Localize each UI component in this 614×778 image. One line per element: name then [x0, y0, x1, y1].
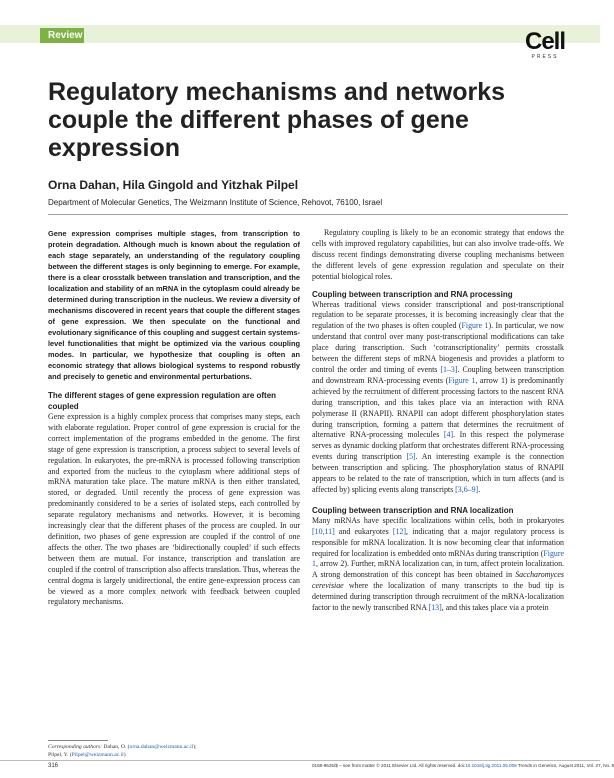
page-number: 316	[48, 763, 59, 769]
section-header-bar	[0, 25, 600, 43]
doi-link[interactable]: 10.1016/j.tig.2011.05.008	[465, 763, 517, 768]
figure-link[interactable]: Figure 1	[461, 321, 489, 331]
footnote-text: )	[123, 752, 126, 758]
citation-link[interactable]: [12]	[392, 526, 407, 536]
citation-link[interactable]: [4]	[443, 430, 454, 440]
logo-subtext: PRESS	[531, 54, 559, 60]
section-body-different-stages: Gene expression is a highly complex process that comprises many steps, each with elaborate regulation. Proper control of gene expression is crucial for the correct implementation of the programs embedded in the genome. The first stage of gene expression is transcription, a process subject to several levels of regulation. In eukaryotes, the pre-mRNA is processed following transcription and exported from the nucleus to the cytoplasm where additional steps of mRNA maturation take place. The mature mRNA is then either translated, stored, or degraded. Until recently the process of gene expression was predominantly considered to be a series of isolated steps, each controlled by separate regulatory mechanisms and networks. However, it is becoming increasingly clear that the different phases of the process are coupled. In our definition, two phases of gene expression are coupled if the control of one affects the other. The two phases are ‘bidirectionally coupled’ if such effects between them are mutual. For instance, transcription and translation are coupled if the control of transcription also affects translation. Thus, whereas the central dogma is largely unidirectional, the entire gene-expression process can be viewed as a more complex network with feedback between coupled regulatory mechanisms.	[48, 412, 300, 607]
text-run: Whereas traditional views consider transcriptional and post-transcriptional regulation to be separate processes, it is becoming increasingly clear that the regulation of the two phases is often coupled (	[312, 299, 564, 331]
citation-link[interactable]: [13]	[428, 603, 442, 613]
abstract: Gene expression comprises multiple stages, from transcription to protein degradation. Although much is known about the regulation of each stage separately, an understanding of the regulatory coupling between the different stages is only beginning to emerge. For example, there is a clear crosstalk between translation and transcription, and the localization and stability of an mRNA in the cytoplasm could already be determined during transcription in the nucleus. We review a diversity of mechanisms discovered in recent years that couple the different stages of gene expression. We then speculate on the functional and evolutionary significance of this coupling and suggest certain systems-level functionalities that might be optimized via the various coupling modes. In particular, we hypothesize that coupling is often an economic strategy that allows biological systems to respond robustly and precisely to genetic and environmental perturbations.	[48, 229, 300, 381]
citation-link[interactable]: [3,6–9]	[455, 484, 479, 494]
section-tag: Review	[40, 28, 84, 43]
article-authors: Orna Dahan, Hila Gingold and Yitzhak Pilpel	[48, 178, 299, 192]
footnote-text: );	[193, 744, 197, 750]
text-run: Many mRNAs have specific localizations within cells, both in prokaryotes	[312, 515, 564, 525]
footer-citation	[312, 763, 614, 768]
species-name: Saccharomyces cerevisiae	[312, 570, 564, 591]
section-body-rna-processing	[312, 300, 564, 496]
cell-press-logo	[522, 30, 568, 60]
figure-link[interactable]: Figure 1	[312, 548, 564, 569]
logo-text: Cell	[524, 28, 565, 55]
footnote-text: Pilpel, Y. (	[48, 752, 72, 758]
right-column	[312, 228, 564, 614]
citation-link[interactable]: [5]	[406, 452, 416, 462]
citation-link[interactable]: [1–3]	[440, 364, 458, 374]
issn-text: 0168-9525/$ – see front matter © 2011 Elsevier Ltd. All rights reserved. doi:	[312, 763, 466, 768]
journal-text: Trends in Genetics, August 2011, Vol. 27, No. 8	[516, 763, 614, 768]
author-affiliation: Department of Molecular Genetics, The Weizmann Institute of Science, Rehovot, 76100, Israel	[48, 198, 383, 207]
text-run: and eukaryotes	[334, 526, 393, 536]
text-run: . An interesting example is the connection between transcription and splicing. The phosphorylation status of RNAPII appears to be related to the rate of transcription, which in turn affects (and is affected by) splicing events along transcripts	[312, 452, 564, 494]
text-run: where the localization of many transcripts to the bud tip is determined during transcription through recruitment of the mRNA-localization factor to the newly transcribed RNA	[312, 581, 564, 613]
article-title: Regulatory mechanisms and networks couple the different phases of gene expression	[48, 78, 506, 162]
text-run: . In this respect the polymerase serves as dynamic docking platform that orchestrates different RNA-processing events during transcription	[312, 430, 564, 462]
header-divider	[48, 214, 568, 215]
text-run: , indicating that a major regulatory process is responsible for mRNA localization. It is now becoming clear that information required for localization is embedded onto mRNAs during transcription (	[312, 526, 564, 558]
text-run: . Coupling between transcription and downstream RNA-processing events (	[312, 364, 564, 385]
section-heading-different-stages: The different stages of gene expression regulation are often coupled	[48, 391, 277, 411]
email-link[interactable]: Pilpel@weizmann.ac.il	[71, 752, 124, 758]
text-run: ). In particular, we now understand that control over many post-transcriptional modifications can take place during transcription. Such ‘cotranscriptionality’ permits crosstalk between the different steps of mRNA biogenesis and provides a platform to control the order and timing of events	[312, 321, 564, 374]
text-run: , arrow 2). Further, mRNA localization can, in turn, affect protein localization. A strong demonstration of this concept has been obtained in	[312, 559, 564, 580]
text-run: , and this takes place via a protein	[441, 603, 549, 613]
footer-divider	[0, 760, 600, 761]
footnote-divider	[48, 740, 108, 741]
email-link[interactable]: orna.dahan@weizmann.ac.il	[129, 744, 194, 750]
left-column	[48, 228, 300, 608]
citation-link[interactable]: [10,11]	[312, 526, 335, 536]
text-run: .	[478, 484, 481, 494]
footnote-text: Dahan, O. (	[102, 744, 130, 750]
section-heading-rna-localization: Coupling between transcription and RNA localization	[312, 505, 514, 515]
intro-paragraph: Regulatory coupling is likely to be an economic strategy that endows the cells with improved regulatory capabilities, but can also involve trade-offs. We discuss recent findings demonstrating diverse coupling mechanisms between the different levels of gene expression regulation and speculate on their potential biological roles.	[312, 228, 564, 281]
corresponding-authors-footnote	[48, 743, 300, 759]
text-run: , arrow 1) is predominantly achieved by the recruitment of different processing factors to the nascent RNA during transcription, and this takes place via an interaction with RNA polymerase II (RNAPII). RNAPII can adopt different phosphorylation states during transcription, forming a pattern that determines the recruitment of alternative RNA-processing molecules	[312, 375, 564, 440]
footnote-label: Corresponding authors:	[48, 744, 103, 750]
section-body-rna-localization	[312, 516, 564, 614]
figure-link[interactable]: Figure 1	[448, 375, 476, 385]
section-heading-rna-processing: Coupling between transcription and RNA processing	[312, 289, 513, 299]
